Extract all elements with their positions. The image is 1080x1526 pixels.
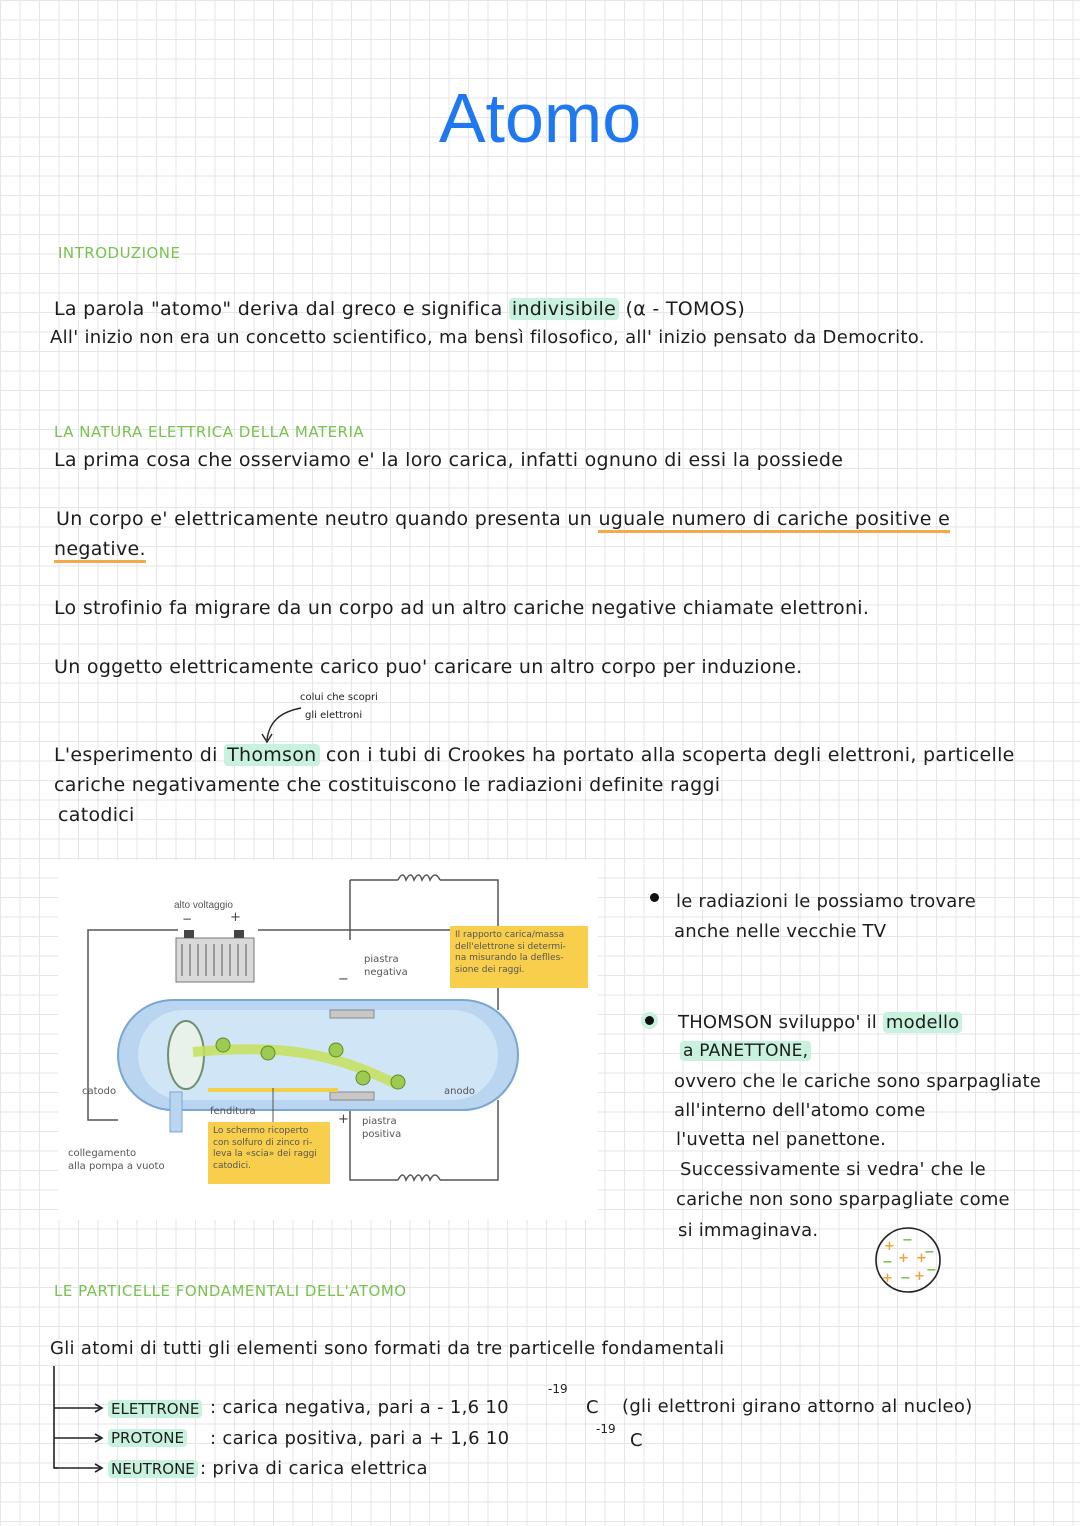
intro-line-1 [54,298,745,320]
heading-natura-elettrica: LA NATURA ELETTRICA DELLA MATERIA [54,423,365,441]
p5-line-3: catodici [58,804,135,826]
plate-minus-icon: − [338,972,349,987]
label-fenditura: fenditura [210,1106,256,1117]
svg-text:−: − [924,1245,935,1260]
particelle-intro: Gli atomi di tutti gli elementi sono formati da tre particelle fondamentali [50,1338,725,1359]
svg-text:+: + [916,1251,927,1266]
natura-paragraph-4: Un oggetto elettricamente carico puo' caricare un altro corpo per induzione. [54,656,803,678]
intro-line-2: All' inizio non era un concetto scientifico, ma bensì filosofico, all' inizio pensato da Democrito. [50,327,925,348]
p5-text-a: L'esperimento di [54,744,218,766]
battery-minus-icon: − [182,912,193,926]
note-2-line-4: all'interno dell'atomo come [674,1100,926,1121]
svg-text:+: + [884,1239,895,1254]
box1-line-4: sione dei raggi. [455,964,525,975]
label-catodo: catodo [82,1086,117,1097]
svg-text:+: + [914,1269,925,1284]
note-2-line-7: cariche non sono sparpagliate come [676,1189,1010,1210]
svg-text:−: − [882,1255,893,1270]
label-collegamento-1: collegamento [68,1148,137,1159]
box2-line-4: catodici. [213,1160,252,1171]
p2-underlined: uguale numero di cariche positive e [598,508,950,533]
highlight-indivisibile: indivisibile [509,298,619,320]
label-anodo: anodo [444,1086,476,1097]
svg-text:−: − [926,1263,937,1278]
box1-line-3: na misurando la deflles- [455,953,564,963]
particle-electron-desc: : carica negativa, pari a - 1,6 10 [210,1397,509,1418]
box-rapporto-carica-massa [455,930,585,976]
p2-text-b: negative. [54,538,146,563]
box2-line-1: Lo schermo ricoperto [213,1126,309,1136]
label-piastra-positiva-2: positiva [362,1129,402,1140]
label-piastra-positiva-1: piastra [362,1116,397,1127]
intro-text-b: (α - TOMOS) [625,298,746,320]
particle-name: NEUTRONE [108,1460,198,1478]
particle-name: ELETTRONE [108,1400,202,1418]
svg-text:+: + [882,1271,893,1286]
p2-text-a: Un corpo e' elettricamente neutro quando presenta un [56,508,593,530]
svg-text:+: + [898,1251,909,1266]
battery-plus-icon: + [230,910,241,925]
box2-line-3: leva la «scia» dei raggi [213,1149,317,1159]
note-2-line-3: ovvero che le cariche sono sparpagliate [674,1071,1042,1092]
highlight-panettone: a PANETTONE, [680,1041,811,1061]
particle-electron [108,1400,202,1418]
bullet-icon [650,893,659,902]
natura-paragraph-2 [56,508,950,530]
note-1-line-2: anche nelle vecchie TV [674,921,887,942]
particle-electron-unit: C [586,1397,599,1418]
natura-paragraph-3: Lo strofinio fa migrare da un corpo ad un altro cariche negative chiamate elettroni. [54,597,870,619]
natura-paragraph-5 [54,744,1015,766]
particle-neutron [108,1460,198,1478]
note-2-line-5: l'uvetta nel panettone. [676,1129,887,1150]
label-collegamento-2: alla pompa a vuoto [68,1161,165,1172]
panettone-model-icon [870,1226,950,1296]
natura-paragraph-1: La prima cosa che osserviamo e' la loro carica, infatti ognuno di essi la possiede [54,449,844,471]
note-2-line-6: Successivamente si vedra' che le [680,1159,986,1180]
particle-proton [108,1429,187,1447]
label-alto-voltaggio: alto voltaggio [174,900,233,911]
highlight-thomson: Thomson [224,744,319,766]
annotation-arrow-icon [255,700,305,746]
particle-electron-exp: -19 [548,1382,568,1396]
box1-line-1: Il rapporto carica/massa [455,930,565,940]
particle-proton-unit: C [630,1430,643,1451]
heading-particelle: LE PARTICELLE FONDAMENTALI DELL'ATOMO [54,1282,407,1300]
note-2-text: THOMSON sviluppo' il [678,1012,877,1033]
p2-text-b-wrap [54,538,146,560]
note-2-line-8: si immaginava. [678,1220,819,1241]
note-2-line-1 [678,1012,962,1033]
box1-line-2: dell'elettrone si determi- [455,941,566,952]
highlight-modello: modello [883,1012,962,1033]
page-title: Atomo [438,79,642,157]
box-schermo [213,1126,329,1172]
note-2-line-2 [680,1041,811,1061]
bullet-icon [645,1016,654,1025]
intro-text-a: La parola "atomo" deriva dal greco e significa [54,298,503,320]
particle-proton-exp: -19 [596,1422,616,1436]
annotation-line-1: colui che scopri [300,692,378,703]
particle-name: PROTONE [108,1429,187,1447]
heading-introduzione: INTRODUZIONE [58,244,181,262]
label-piastra-negativa-1: piastra [364,954,399,965]
crookes-tube-figure [58,860,598,1220]
annotation-line-2: gli elettroni [305,710,363,721]
p5-text-b: con i tubi di Crookes ha portato alla scoperta degli elettroni, particelle [325,744,1015,766]
particle-electron-extra: (gli elettroni girano attorno al nucleo) [622,1396,973,1417]
label-piastra-negativa-2: negativa [364,967,408,978]
note-1-line-1: le radiazioni le possiamo trovare [676,891,977,912]
svg-text:−: − [902,1233,913,1248]
p5-line-2: cariche negativamente che costituiscono le radiazioni definite raggi [54,774,721,796]
tree-connector-icon [48,1364,110,1480]
particle-neutron-desc: : priva di carica elettrica [200,1458,428,1479]
particle-proton-desc: : carica positiva, pari a + 1,6 10 [210,1428,510,1449]
box2-line-2: con solfuro di zinco ri- [213,1137,313,1148]
plate-plus-icon: + [338,1112,349,1127]
svg-text:−: − [900,1271,911,1286]
